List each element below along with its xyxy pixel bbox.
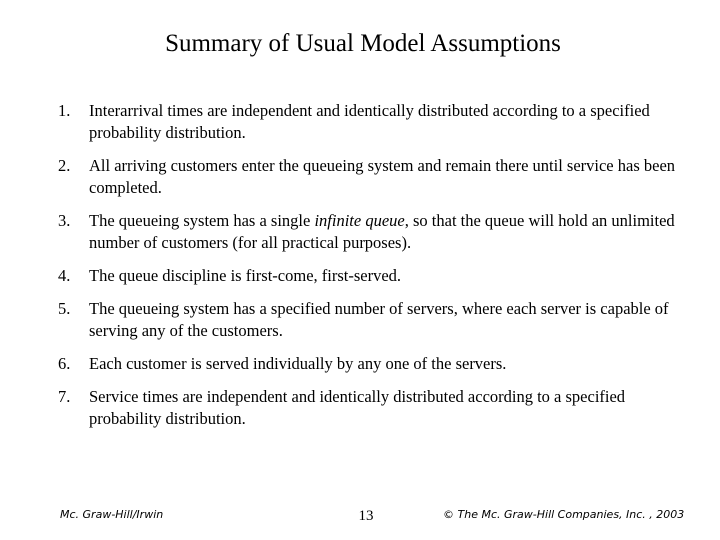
item-number: 7.	[58, 387, 71, 406]
footer-copyright: © The Mc. Graw-Hill Companies, Inc. , 2003	[443, 508, 685, 521]
item-text: The queueing system has a specified number of servers, where each server is capable of serving any of the customers.	[89, 299, 669, 340]
assumption-item-3	[58, 210, 698, 254]
assumption-item-4	[58, 265, 698, 287]
emphasized-term: infinite queue	[314, 211, 405, 230]
assumption-item-7	[58, 386, 698, 430]
item-text: Each customer is served individually by any one of the servers.	[89, 354, 507, 373]
item-number: 4.	[58, 266, 71, 285]
item-text-end: , so that the queue will hold an unlimited number of customers (for all practical purposes).	[89, 211, 675, 252]
item-number: 6.	[58, 354, 71, 373]
footer-publisher: Mc. Graw-Hill/Irwin	[60, 508, 164, 521]
page-number: 13	[358, 508, 374, 524]
assumption-item-1	[58, 100, 698, 144]
item-text: Interarrival times are independent and identically distributed according to a specified probability distribution.	[89, 101, 650, 142]
item-text: All arriving customers enter the queueing system and remain there until service has been completed.	[89, 156, 676, 197]
item-number: 3.	[58, 211, 71, 230]
item-text: Service times are independent and identically distributed according to a specified probability distribution.	[89, 387, 626, 428]
item-text	[89, 211, 675, 252]
slide-title: Summary of Usual Model Assumptions	[165, 30, 561, 57]
assumption-item-6	[58, 353, 698, 375]
assumptions-list	[58, 100, 698, 441]
item-number: 2.	[58, 156, 71, 175]
assumption-item-5	[58, 298, 698, 342]
assumption-item-2	[58, 155, 698, 199]
item-text-start: The queueing system has a single	[89, 211, 315, 230]
item-text: The queue discipline is first-come, first-served.	[89, 266, 402, 285]
item-number: 5.	[58, 299, 71, 318]
item-number: 1.	[58, 101, 71, 120]
